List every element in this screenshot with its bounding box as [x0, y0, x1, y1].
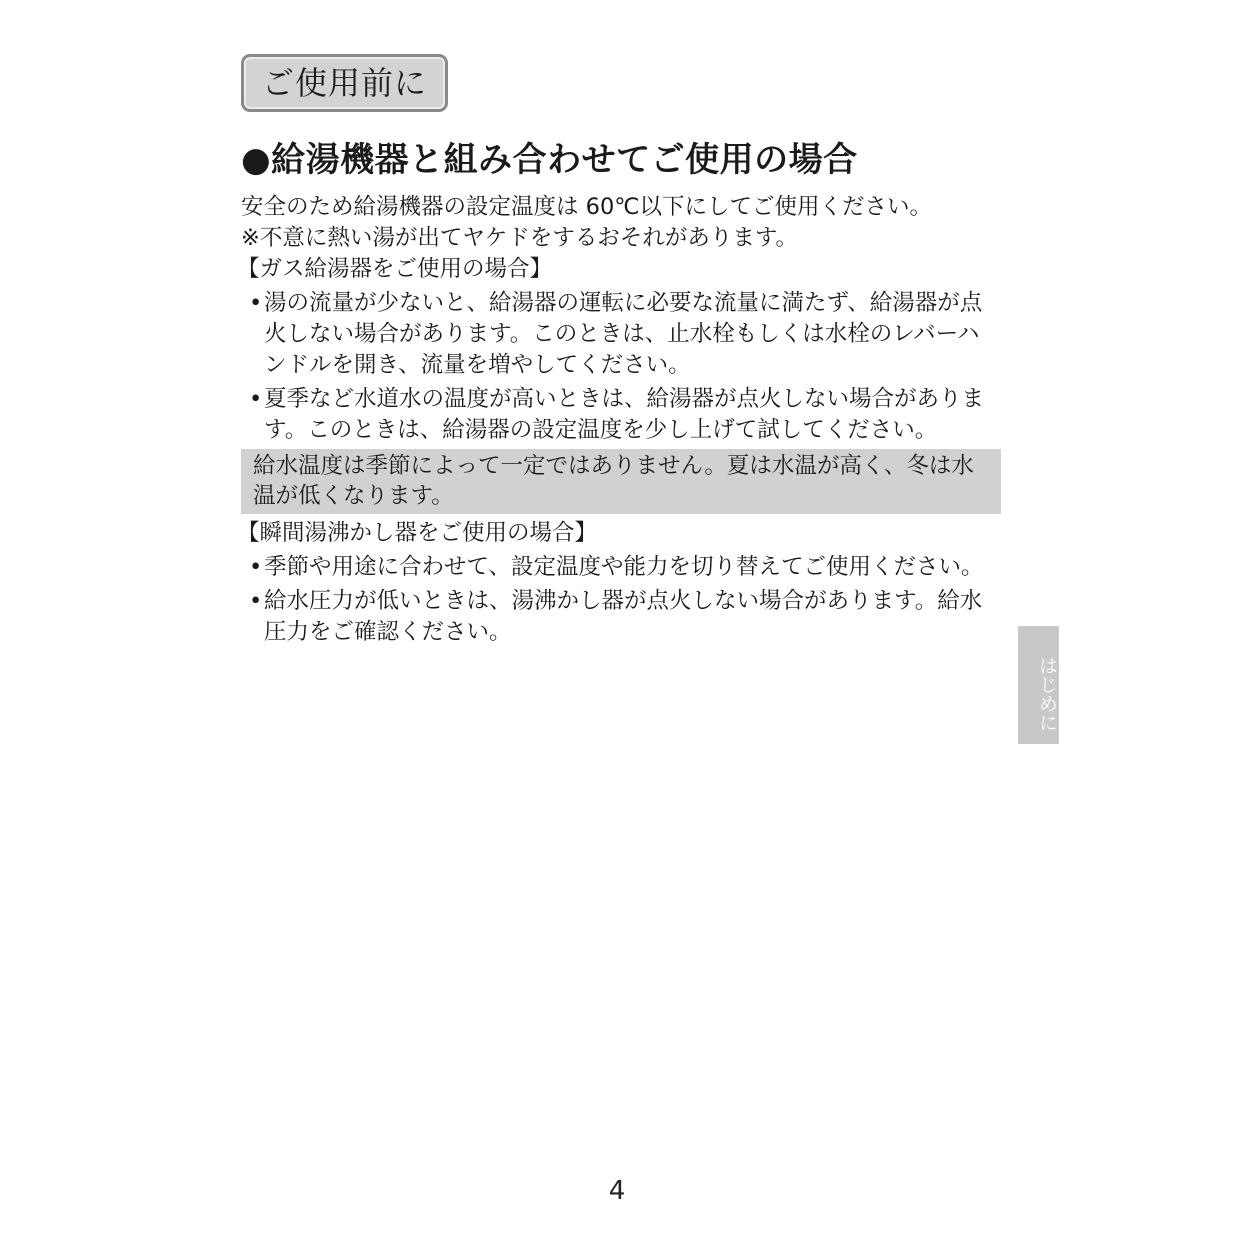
gas-heater-bullet-list — [241, 288, 1001, 446]
list-item — [241, 586, 1001, 648]
list-item — [241, 552, 1001, 583]
bullet-dot: • — [249, 386, 263, 412]
bullet-dot: • — [249, 290, 263, 316]
bullet-text: 湯の流量が少ないと、給湯器の運転に必要な流量に満たず、給湯器が点火しない場合があります。このときは、止水栓もしくは水栓のレバーハンドルを開き、流量を増やしてください。 — [264, 290, 983, 378]
list-item — [241, 288, 1001, 381]
bullet-text: 給水圧力が低いときは、湯沸かし器が点火しない場合があります。給水圧力をご確認ください。 — [264, 588, 983, 645]
chapter-side-tab: はじめに — [1018, 626, 1059, 744]
instant-heater-heading: 【瞬間湯沸かし器をご使用の場合】 — [237, 520, 598, 546]
bullet-dot: • — [249, 554, 263, 580]
water-temperature-note: 給水温度は季節によって一定ではありません。夏は水温が高く、冬は水温が低くなります。 — [241, 449, 1001, 514]
bullet-dot: • — [249, 588, 263, 614]
intro-line-1: 安全のため給湯機器の設定温度は 60℃以下にしてご使用ください。 — [241, 194, 933, 220]
gas-heater-heading: 【ガス給湯器をご使用の場合】 — [237, 256, 553, 282]
section-title: ●給湯機器と組み合わせてご使用の場合 — [241, 140, 858, 180]
chapter-badge: ご使用前に — [241, 54, 448, 112]
bullet-text: 季節や用途に合わせて、設定温度や能力を切り替えてご使用ください。 — [264, 554, 984, 580]
intro-line-2: ※不意に熱い湯が出てヤケドをするおそれがあります。 — [241, 225, 799, 251]
page-number: 4 — [608, 1176, 626, 1206]
list-item — [241, 384, 1001, 446]
bullet-text: 夏季など水道水の温度が高いときは、給湯器が点火しない場合があります。このときは、給湯器の設定温度を少し上げて試してください。 — [264, 386, 985, 443]
instant-heater-bullet-list — [241, 552, 1001, 648]
page-content — [237, 54, 1001, 651]
